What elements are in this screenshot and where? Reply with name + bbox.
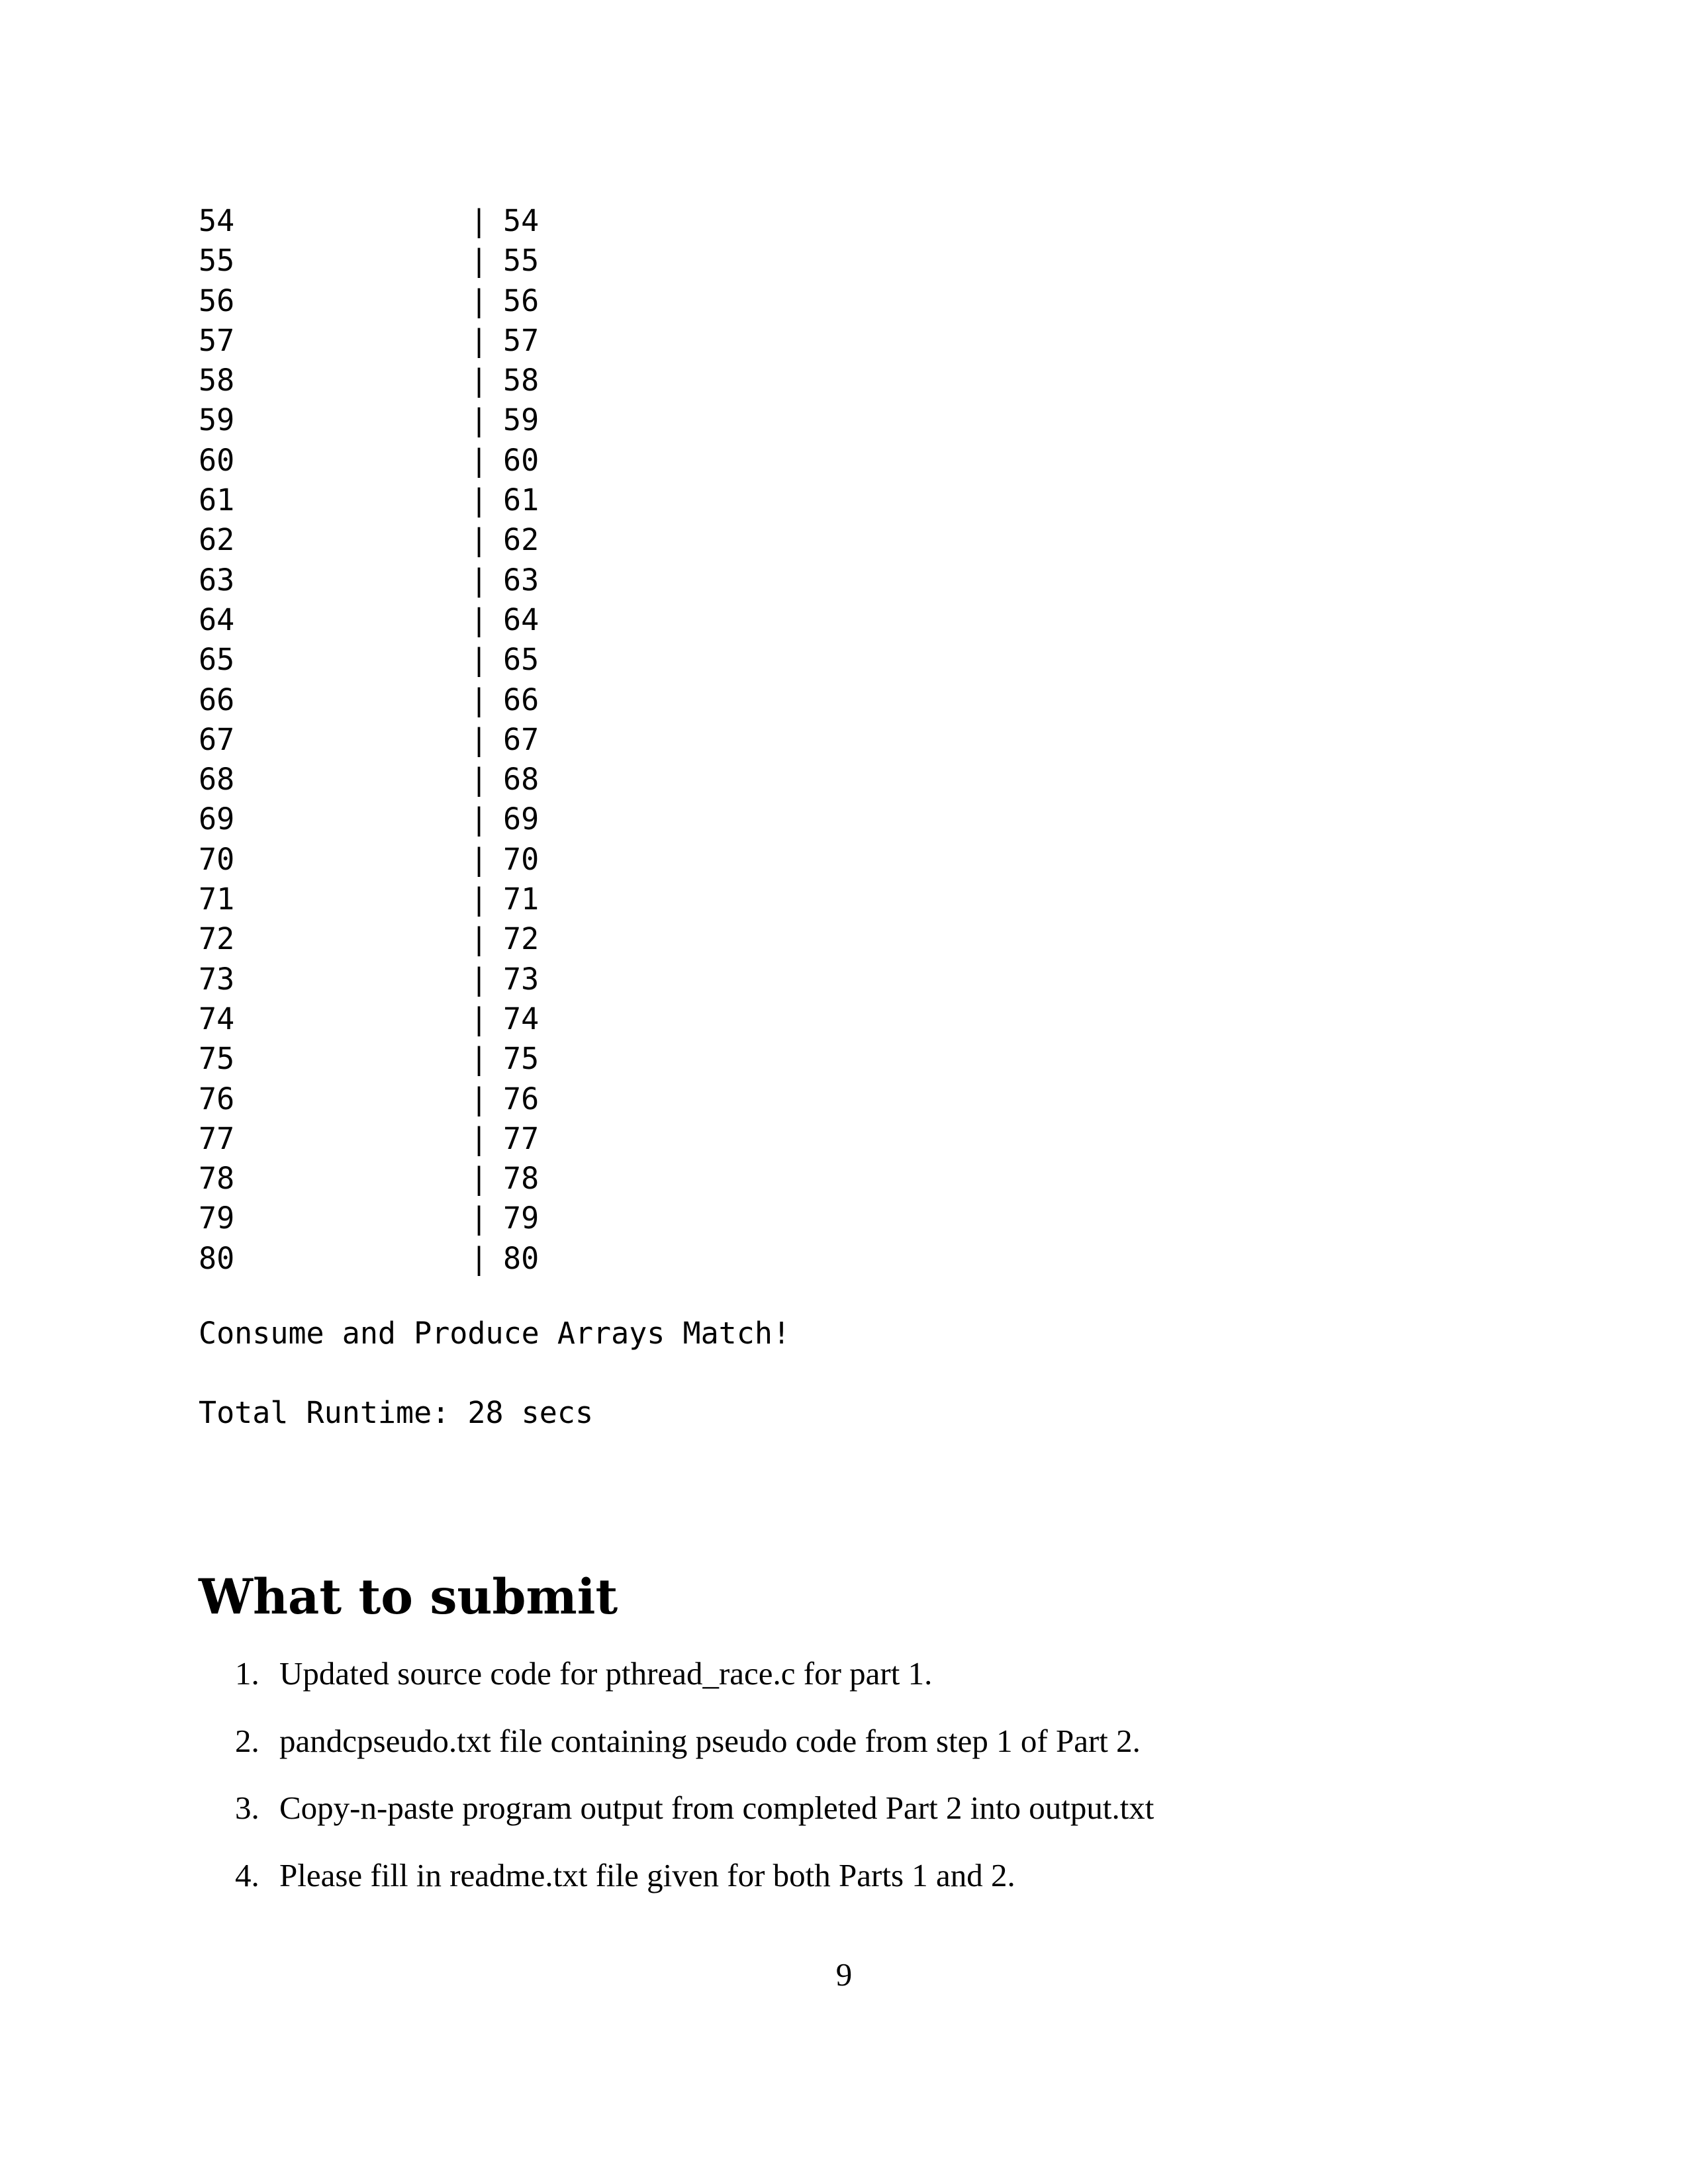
- produced-value: 80: [199, 1240, 235, 1276]
- consumed-value: 80: [503, 1240, 539, 1276]
- produced-value: 71: [199, 882, 235, 917]
- column-separator: |: [470, 882, 489, 917]
- table-row: [199, 441, 1258, 480]
- column-separator: |: [470, 602, 489, 637]
- produced-value: 70: [199, 841, 235, 877]
- produced-value: 78: [199, 1161, 235, 1197]
- consumed-value: 54: [503, 203, 539, 238]
- list-item: [199, 1789, 1456, 1856]
- column-separator: |: [470, 442, 489, 478]
- table-row: [199, 840, 1258, 880]
- consumed-value: 76: [503, 1081, 539, 1116]
- produced-value: 54: [199, 203, 235, 238]
- consumed-value: 66: [503, 682, 539, 717]
- consumed-value: 56: [503, 283, 539, 318]
- column-separator: |: [470, 363, 489, 398]
- column-separator: |: [470, 921, 489, 957]
- table-row: [199, 640, 1258, 680]
- list-item: [199, 1722, 1456, 1790]
- consumed-value: 67: [503, 721, 539, 757]
- column-separator: |: [470, 762, 489, 797]
- table-row: [199, 241, 1258, 281]
- produced-value: 72: [199, 921, 235, 957]
- column-separator: |: [470, 283, 489, 318]
- produced-value: 57: [199, 322, 235, 358]
- produced-value: 55: [199, 243, 235, 279]
- produced-value: 56: [199, 283, 235, 318]
- produced-value: 77: [199, 1120, 235, 1156]
- consumed-value: 79: [503, 1201, 539, 1236]
- consumed-value: 71: [503, 882, 539, 917]
- consumed-value: 65: [503, 642, 539, 678]
- produced-value: 73: [199, 961, 235, 997]
- list-item: [199, 1655, 1456, 1722]
- column-separator: |: [470, 322, 489, 358]
- column-separator: |: [470, 961, 489, 997]
- list-item-text: Please fill in readme.txt file given for both Parts 1 and 2.: [279, 1856, 1015, 1893]
- column-separator: |: [470, 522, 489, 558]
- table-row: [199, 999, 1258, 1039]
- table-row: [199, 361, 1258, 400]
- list-item: [199, 1856, 1456, 1924]
- column-separator: |: [470, 721, 489, 757]
- column-separator: |: [470, 1041, 489, 1077]
- section-heading-what-to-submit: What to submit: [199, 1569, 618, 1625]
- consumed-value: 68: [503, 762, 539, 797]
- list-item-number: 3.: [235, 1790, 259, 1826]
- table-row: [199, 561, 1258, 600]
- produced-value: 76: [199, 1081, 235, 1116]
- column-separator: |: [470, 1161, 489, 1197]
- column-separator: |: [470, 482, 489, 518]
- submission-list: [199, 1655, 1456, 1923]
- column-separator: |: [470, 1081, 489, 1116]
- consumed-value: 61: [503, 482, 539, 518]
- consumed-value: 69: [503, 801, 539, 837]
- table-row: [199, 960, 1258, 999]
- column-separator: |: [470, 1201, 489, 1236]
- table-row: [199, 321, 1258, 361]
- consumed-value: 74: [503, 1001, 539, 1036]
- table-row: [199, 1039, 1258, 1079]
- table-row: [199, 1199, 1258, 1238]
- produced-value: 69: [199, 801, 235, 837]
- column-separator: |: [470, 402, 489, 438]
- produced-value: 64: [199, 602, 235, 637]
- page-number: 9: [835, 1956, 853, 1993]
- column-separator: |: [470, 203, 489, 238]
- produced-value: 60: [199, 442, 235, 478]
- table-row: [199, 1119, 1258, 1159]
- column-separator: |: [470, 801, 489, 837]
- consumed-value: 55: [503, 243, 539, 279]
- column-separator: |: [470, 1120, 489, 1156]
- table-row: [199, 480, 1258, 520]
- table-row: [199, 281, 1258, 321]
- consumed-value: 62: [503, 522, 539, 558]
- consumed-value: 63: [503, 562, 539, 598]
- produced-value: 67: [199, 721, 235, 757]
- column-separator: |: [470, 1001, 489, 1036]
- consumed-value: 77: [503, 1120, 539, 1156]
- consumed-value: 64: [503, 602, 539, 637]
- produced-value: 79: [199, 1201, 235, 1236]
- column-separator: |: [470, 1240, 489, 1276]
- list-item-number: 1.: [235, 1655, 259, 1692]
- produced-value: 61: [199, 482, 235, 518]
- table-row: [199, 1079, 1258, 1119]
- table-row: [199, 680, 1258, 720]
- table-row: [199, 760, 1258, 799]
- produced-value: 58: [199, 363, 235, 398]
- table-row: [199, 201, 1258, 241]
- arrays-match-message: Consume and Produce Arrays Match!: [199, 1316, 791, 1351]
- list-item-number: 4.: [235, 1856, 259, 1893]
- consumed-value: 70: [503, 841, 539, 877]
- list-item-text: pandcpseudo.txt file containing pseudo code from step 1 of Part 2.: [279, 1722, 1141, 1759]
- table-row: [199, 520, 1258, 560]
- column-separator: |: [470, 642, 489, 678]
- column-separator: |: [470, 682, 489, 717]
- consumed-value: 78: [503, 1161, 539, 1197]
- produced-value: 65: [199, 642, 235, 678]
- total-runtime-message: Total Runtime: 28 secs: [199, 1395, 594, 1430]
- list-item-number: 2.: [235, 1722, 259, 1759]
- consumed-value: 72: [503, 921, 539, 957]
- list-item-text: Updated source code for pthread_race.c for part 1.: [279, 1655, 933, 1692]
- consumed-value: 75: [503, 1041, 539, 1077]
- produced-value: 66: [199, 682, 235, 717]
- produced-value: 59: [199, 402, 235, 438]
- table-row: [199, 1239, 1258, 1279]
- table-row: [199, 720, 1258, 760]
- produced-value: 68: [199, 762, 235, 797]
- produced-value: 74: [199, 1001, 235, 1036]
- table-row: [199, 799, 1258, 839]
- table-row: [199, 600, 1258, 640]
- produced-value: 63: [199, 562, 235, 598]
- produced-value: 75: [199, 1041, 235, 1077]
- produced-value: 62: [199, 522, 235, 558]
- consumed-value: 57: [503, 322, 539, 358]
- column-separator: |: [470, 562, 489, 598]
- program-output-table: [199, 201, 1258, 1279]
- table-row: [199, 880, 1258, 919]
- column-separator: |: [470, 841, 489, 877]
- consumed-value: 60: [503, 442, 539, 478]
- table-row: [199, 400, 1258, 440]
- consumed-value: 58: [503, 363, 539, 398]
- table-row: [199, 1159, 1258, 1199]
- column-separator: |: [470, 243, 489, 279]
- consumed-value: 59: [503, 402, 539, 438]
- table-row: [199, 919, 1258, 959]
- list-item-text: Copy-n-paste program output from completed Part 2 into output.txt: [279, 1790, 1154, 1826]
- consumed-value: 73: [503, 961, 539, 997]
